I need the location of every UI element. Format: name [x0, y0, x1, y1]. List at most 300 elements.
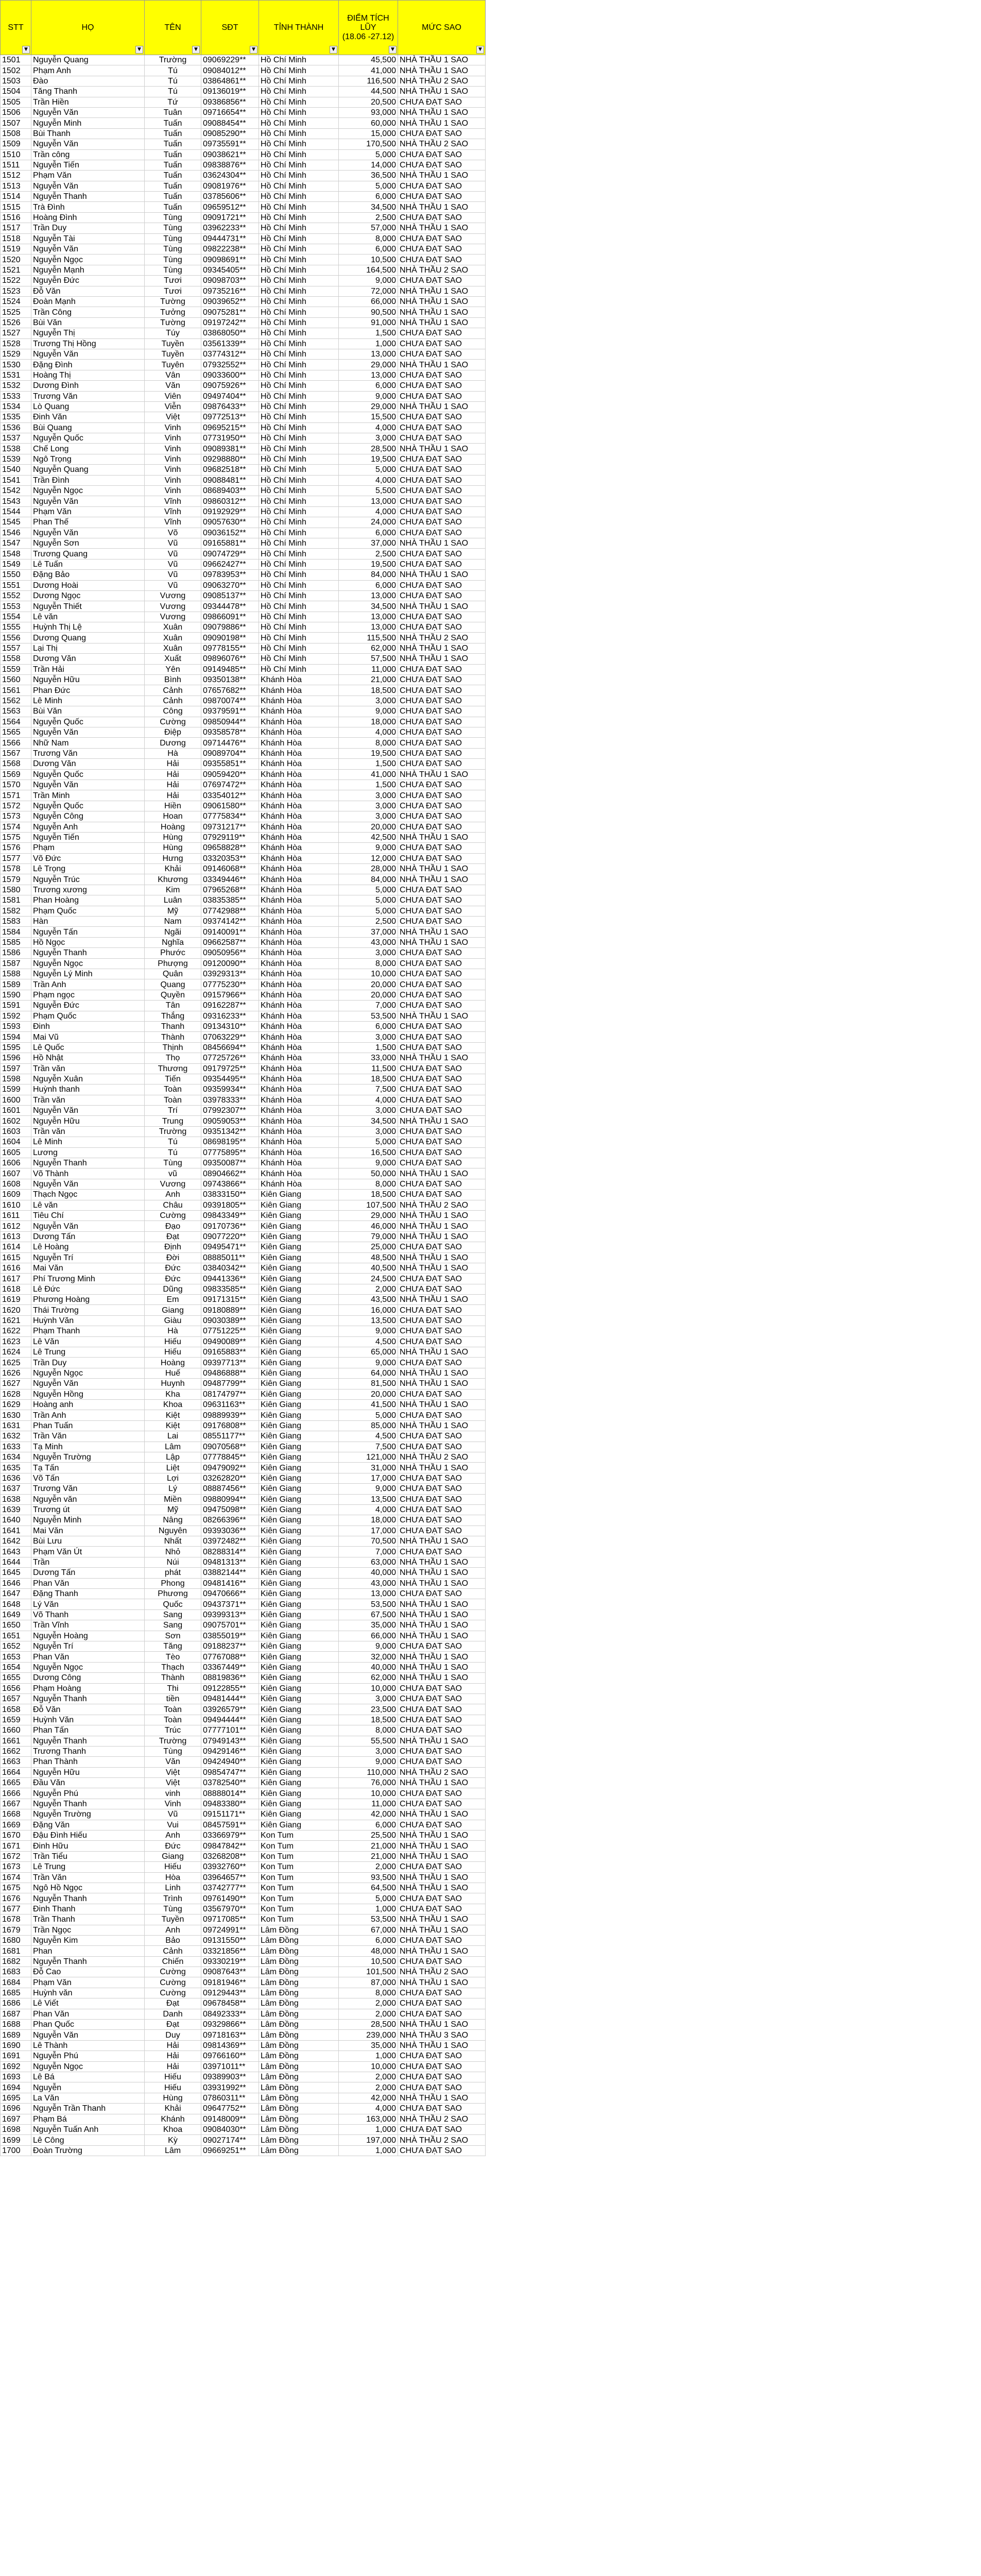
cell-muc-sao[interactable]: CHƯA ĐẠT SAO [398, 1547, 486, 1557]
cell-ten[interactable]: Lâm [145, 2145, 201, 2156]
cell-tinh-thanh[interactable]: Kiên Giang [259, 1295, 339, 1305]
cell-muc-sao[interactable]: CHƯA ĐẠT SAO [398, 149, 486, 160]
cell-ten[interactable]: vinh [145, 1788, 201, 1799]
cell-stt[interactable]: 1611 [1, 1210, 31, 1221]
cell-muc-sao[interactable]: NHÀ THẦU 1 SAO [398, 927, 486, 937]
cell-sdt[interactable]: 09176808** [201, 1420, 259, 1431]
cell-ten[interactable]: Yên [145, 664, 201, 674]
cell-sdt[interactable]: 09038621** [201, 149, 259, 160]
cell-tinh-thanh[interactable]: Hồ Chí Minh [259, 265, 339, 275]
cell-muc-sao[interactable]: CHƯA ĐẠT SAO [398, 1715, 486, 1725]
cell-tinh-thanh[interactable]: Kiên Giang [259, 1641, 339, 1651]
cell-ten[interactable]: Kiệt [145, 1420, 201, 1431]
cell-tinh-thanh[interactable]: Kiên Giang [259, 1746, 339, 1756]
cell-sdt[interactable]: 09355851** [201, 759, 259, 769]
cell-diem[interactable]: 5,000 [339, 181, 398, 191]
cell-sdt[interactable]: 09330219** [201, 1956, 259, 1967]
cell-ten[interactable]: Văn [145, 1757, 201, 1767]
cell-sdt[interactable]: 09120090** [201, 958, 259, 969]
cell-ho[interactable]: Nguyễn Thanh [31, 192, 145, 202]
cell-tinh-thanh[interactable]: Kiên Giang [259, 1200, 339, 1210]
cell-ten[interactable]: Vĩnh [145, 517, 201, 528]
cell-sdt[interactable]: 07731950** [201, 433, 259, 444]
cell-stt[interactable]: 1536 [1, 422, 31, 433]
cell-muc-sao[interactable]: CHƯA ĐẠT SAO [398, 1063, 486, 1074]
cell-ten[interactable]: Thành [145, 1032, 201, 1042]
cell-tinh-thanh[interactable]: Kiên Giang [259, 1578, 339, 1588]
cell-sdt[interactable]: 09157966** [201, 990, 259, 1000]
cell-ten[interactable]: Hùng [145, 843, 201, 853]
cell-diem[interactable]: 20,000 [339, 990, 398, 1000]
cell-muc-sao[interactable]: CHƯA ĐẠT SAO [398, 454, 486, 464]
cell-ho[interactable]: Trương Văn [31, 1484, 145, 1494]
cell-stt[interactable]: 1548 [1, 549, 31, 559]
cell-ten[interactable]: Đạt [145, 1998, 201, 2009]
cell-ho[interactable]: Phạm Hoàng [31, 1683, 145, 1693]
cell-sdt[interactable]: 09063270** [201, 580, 259, 590]
cell-stt[interactable]: 1581 [1, 895, 31, 906]
cell-tinh-thanh[interactable]: Hồ Chí Minh [259, 118, 339, 128]
cell-stt[interactable]: 1580 [1, 885, 31, 895]
cell-stt[interactable]: 1684 [1, 1977, 31, 1988]
cell-sdt[interactable]: 09662587** [201, 937, 259, 947]
cell-ho[interactable]: Nguyễn Kim [31, 1935, 145, 1945]
cell-diem[interactable]: 34,500 [339, 601, 398, 612]
cell-ho[interactable]: Trương Văn [31, 748, 145, 758]
cell-ho[interactable]: Nguyễn Công [31, 811, 145, 822]
cell-tinh-thanh[interactable]: Kiên Giang [259, 1631, 339, 1641]
cell-muc-sao[interactable]: NHÀ THẦU 1 SAO [398, 1568, 486, 1578]
cell-sdt[interactable]: 08888014** [201, 1788, 259, 1799]
cell-ten[interactable]: Hiếu [145, 1336, 201, 1347]
cell-stt[interactable]: 1520 [1, 255, 31, 265]
cell-ten[interactable]: Hiếu [145, 1347, 201, 1358]
cell-ho[interactable]: Nguyễn Quang [31, 465, 145, 475]
cell-ho[interactable]: Nguyễn Hồng [31, 1389, 145, 1399]
cell-muc-sao[interactable]: CHƯA ĐẠT SAO [398, 1158, 486, 1168]
cell-stt[interactable]: 1691 [1, 2051, 31, 2061]
cell-ten[interactable]: Khánh [145, 2114, 201, 2124]
cell-diem[interactable]: 5,000 [339, 895, 398, 906]
cell-tinh-thanh[interactable]: Lâm Đồng [259, 2114, 339, 2124]
cell-tinh-thanh[interactable]: Khánh Hòa [259, 969, 339, 979]
cell-diem[interactable]: 66,000 [339, 296, 398, 307]
cell-ten[interactable]: Cường [145, 1977, 201, 1988]
cell-muc-sao[interactable]: CHƯA ĐẠT SAO [398, 1410, 486, 1420]
cell-ten[interactable]: Bình [145, 675, 201, 685]
cell-ten[interactable]: Xuân [145, 633, 201, 643]
cell-stt[interactable]: 1553 [1, 601, 31, 612]
cell-sdt[interactable]: 09354495** [201, 1074, 259, 1084]
cell-diem[interactable]: 42,500 [339, 832, 398, 842]
cell-diem[interactable]: 29,000 [339, 360, 398, 370]
cell-sdt[interactable]: 03931992** [201, 2082, 259, 2093]
cell-stt[interactable]: 1644 [1, 1557, 31, 1567]
cell-tinh-thanh[interactable]: Hồ Chí Minh [259, 286, 339, 296]
cell-muc-sao[interactable]: NHÀ THẦU 1 SAO [398, 444, 486, 454]
cell-muc-sao[interactable]: CHƯA ĐẠT SAO [398, 422, 486, 433]
cell-muc-sao[interactable]: NHÀ THẦU 1 SAO [398, 1420, 486, 1431]
cell-sdt[interactable]: 09724991** [201, 1925, 259, 1935]
cell-sdt[interactable]: 09098691** [201, 255, 259, 265]
cell-tinh-thanh[interactable]: Kiên Giang [259, 1315, 339, 1326]
cell-diem[interactable]: 23,500 [339, 1704, 398, 1715]
cell-diem[interactable]: 29,000 [339, 1210, 398, 1221]
cell-ten[interactable]: Tuấn [145, 149, 201, 160]
cell-ten[interactable]: Tuấn [145, 160, 201, 170]
cell-diem[interactable]: 3,000 [339, 790, 398, 801]
cell-ho[interactable]: Phạm Quốc [31, 1011, 145, 1021]
cell-sdt[interactable]: 03624304** [201, 171, 259, 181]
cell-stt[interactable]: 1659 [1, 1715, 31, 1725]
cell-muc-sao[interactable]: CHƯA ĐẠT SAO [398, 412, 486, 422]
cell-muc-sao[interactable]: CHƯA ĐẠT SAO [398, 612, 486, 622]
cell-diem[interactable]: 67,500 [339, 1609, 398, 1620]
cell-stt[interactable]: 1626 [1, 1368, 31, 1378]
cell-tinh-thanh[interactable]: Hồ Chí Minh [259, 496, 339, 506]
cell-ho[interactable]: Tiêu Chí [31, 1210, 145, 1221]
cell-ho[interactable]: Nguyễn Văn [31, 139, 145, 149]
cell-ho[interactable]: Đoàn Trường [31, 2145, 145, 2156]
cell-stt[interactable]: 1556 [1, 633, 31, 643]
cell-stt[interactable]: 1593 [1, 1021, 31, 1031]
cell-stt[interactable]: 1681 [1, 1946, 31, 1956]
cell-diem[interactable]: 9,000 [339, 1484, 398, 1494]
cell-stt[interactable]: 1633 [1, 1442, 31, 1452]
cell-tinh-thanh[interactable]: Khánh Hòa [259, 948, 339, 958]
cell-ten[interactable]: Mỹ [145, 906, 201, 916]
cell-diem[interactable]: 11,500 [339, 1063, 398, 1074]
cell-ten[interactable]: Kỳ [145, 2135, 201, 2145]
cell-sdt[interactable]: 09350087** [201, 1158, 259, 1168]
cell-sdt[interactable]: 09669251** [201, 2145, 259, 2156]
cell-ho[interactable]: Trần văn [31, 1063, 145, 1074]
cell-diem[interactable]: 8,000 [339, 233, 398, 244]
cell-sdt[interactable]: 09391805** [201, 1200, 259, 1210]
cell-ten[interactable]: Tươi [145, 276, 201, 286]
cell-stt[interactable]: 1658 [1, 1704, 31, 1715]
cell-diem[interactable]: 43,000 [339, 937, 398, 947]
cell-ten[interactable]: Trung [145, 1116, 201, 1126]
cell-ho[interactable]: Phạm Quốc [31, 906, 145, 916]
cell-stt[interactable]: 1579 [1, 874, 31, 885]
cell-stt[interactable]: 1563 [1, 706, 31, 717]
cell-stt[interactable]: 1682 [1, 1956, 31, 1967]
cell-ten[interactable]: Tưởng [145, 307, 201, 317]
cell-tinh-thanh[interactable]: Kiên Giang [259, 1347, 339, 1358]
cell-ten[interactable]: Giang [145, 1305, 201, 1315]
cell-muc-sao[interactable]: NHÀ THẦU 2 SAO [398, 2114, 486, 2124]
cell-stt[interactable]: 1570 [1, 779, 31, 790]
cell-tinh-thanh[interactable]: Kiên Giang [259, 1809, 339, 1820]
cell-diem[interactable]: 62,000 [339, 643, 398, 653]
cell-ten[interactable]: Tùng [145, 233, 201, 244]
cell-stt[interactable]: 1578 [1, 864, 31, 874]
cell-diem[interactable]: 5,000 [339, 885, 398, 895]
cell-tinh-thanh[interactable]: Hồ Chí Minh [259, 580, 339, 590]
cell-muc-sao[interactable]: NHÀ THẦU 2 SAO [398, 139, 486, 149]
cell-tinh-thanh[interactable]: Khánh Hòa [259, 958, 339, 969]
cell-sdt[interactable]: 03567970** [201, 1904, 259, 1914]
cell-stt[interactable]: 1699 [1, 2135, 31, 2145]
cell-ho[interactable]: Nguyễn Thiết [31, 601, 145, 612]
cell-ho[interactable]: Nguyễn Hữu [31, 675, 145, 685]
cell-tinh-thanh[interactable]: Hồ Chí Minh [259, 391, 339, 401]
cell-sdt[interactable]: 09358578** [201, 727, 259, 738]
cell-ten[interactable]: Tuyên [145, 360, 201, 370]
cell-sdt[interactable]: 07063229** [201, 1032, 259, 1042]
cell-ho[interactable]: Đỗ Cao [31, 1967, 145, 1977]
cell-ho[interactable]: Nguyễn Hữu [31, 1116, 145, 1126]
cell-muc-sao[interactable]: NHÀ THẦU 1 SAO [398, 1778, 486, 1788]
cell-muc-sao[interactable]: CHƯA ĐẠT SAO [398, 1893, 486, 1904]
cell-ho[interactable]: Phương Hoàng [31, 1295, 145, 1305]
cell-diem[interactable]: 34,500 [339, 1116, 398, 1126]
cell-muc-sao[interactable]: CHƯA ĐẠT SAO [398, 717, 486, 727]
cell-tinh-thanh[interactable]: Kiên Giang [259, 1190, 339, 1200]
cell-tinh-thanh[interactable]: Hồ Chí Minh [259, 223, 339, 233]
filter-dropdown-icon[interactable]: ▼ [330, 46, 337, 54]
cell-sdt[interactable]: 09682518** [201, 465, 259, 475]
cell-diem[interactable]: 4,000 [339, 506, 398, 517]
cell-stt[interactable]: 1618 [1, 1284, 31, 1294]
cell-ten[interactable]: Duy [145, 2030, 201, 2040]
cell-ho[interactable]: Nguyễn Văn [31, 181, 145, 191]
cell-ho[interactable]: Phan Thành [31, 1757, 145, 1767]
cell-diem[interactable]: 5,000 [339, 906, 398, 916]
cell-tinh-thanh[interactable]: Khánh Hòa [259, 906, 339, 916]
cell-ho[interactable]: Lê Viết [31, 1998, 145, 2009]
cell-diem[interactable]: 29,000 [339, 401, 398, 412]
cell-tinh-thanh[interactable]: Hồ Chí Minh [259, 454, 339, 464]
cell-tinh-thanh[interactable]: Kiên Giang [259, 1368, 339, 1378]
cell-stt[interactable]: 1527 [1, 328, 31, 338]
cell-muc-sao[interactable]: CHƯA ĐẠT SAO [398, 255, 486, 265]
cell-ho[interactable]: Đặng Đình [31, 360, 145, 370]
cell-ho[interactable]: Trần Thanh [31, 1914, 145, 1925]
cell-ten[interactable]: Vũ [145, 570, 201, 580]
cell-diem[interactable]: 17,000 [339, 1473, 398, 1483]
cell-stt[interactable]: 1609 [1, 1190, 31, 1200]
cell-ho[interactable]: Nguyễn Quang [31, 55, 145, 65]
cell-ho[interactable]: Trần [31, 1557, 145, 1567]
cell-sdt[interactable]: 08819836** [201, 1673, 259, 1683]
cell-ten[interactable]: Vương [145, 612, 201, 622]
cell-ho[interactable]: Phan [31, 1946, 145, 1956]
cell-diem[interactable]: 21,000 [339, 1841, 398, 1851]
filter-dropdown-icon[interactable]: ▼ [476, 46, 484, 54]
cell-ho[interactable]: Trần Văn [31, 1431, 145, 1442]
cell-ten[interactable]: Tùng [145, 244, 201, 255]
cell-muc-sao[interactable]: CHƯA ĐẠT SAO [398, 779, 486, 790]
cell-sdt[interactable]: 03785606** [201, 192, 259, 202]
cell-tinh-thanh[interactable]: Lâm Đồng [259, 1977, 339, 1988]
cell-ho[interactable]: Nguyễn Trúc [31, 874, 145, 885]
cell-stt[interactable]: 1557 [1, 643, 31, 653]
cell-ten[interactable]: Hưng [145, 853, 201, 863]
cell-ten[interactable]: Nguyên [145, 1526, 201, 1536]
cell-ho[interactable]: Mai Văn [31, 1526, 145, 1536]
cell-ho[interactable]: Nguyễn [31, 2082, 145, 2093]
cell-ten[interactable]: Khải [145, 2104, 201, 2114]
cell-diem[interactable]: 4,000 [339, 475, 398, 485]
cell-ten[interactable]: Viễn [145, 401, 201, 412]
cell-tinh-thanh[interactable]: Kiên Giang [259, 1231, 339, 1242]
cell-muc-sao[interactable]: CHƯA ĐẠT SAO [398, 475, 486, 485]
cell-ho[interactable]: Bùi Thanh [31, 128, 145, 139]
cell-ten[interactable]: Hoàng [145, 822, 201, 832]
cell-sdt[interactable]: 03835385** [201, 895, 259, 906]
cell-stt[interactable]: 1592 [1, 1011, 31, 1021]
cell-diem[interactable]: 19,500 [339, 559, 398, 569]
cell-diem[interactable]: 4,000 [339, 2104, 398, 2114]
cell-muc-sao[interactable]: NHÀ THẦU 1 SAO [398, 1053, 486, 1063]
cell-sdt[interactable]: 09833585** [201, 1284, 259, 1294]
cell-ten[interactable]: Kiệt [145, 1410, 201, 1420]
cell-tinh-thanh[interactable]: Khánh Hòa [259, 1011, 339, 1021]
cell-sdt[interactable]: 09075281** [201, 307, 259, 317]
cell-muc-sao[interactable]: NHÀ THẦU 1 SAO [398, 1662, 486, 1672]
cell-tinh-thanh[interactable]: Kiên Giang [259, 1620, 339, 1631]
cell-tinh-thanh[interactable]: Kiên Giang [259, 1242, 339, 1252]
cell-sdt[interactable]: 09069229** [201, 55, 259, 65]
cell-ten[interactable]: Tuyền [145, 1914, 201, 1925]
cell-ten[interactable]: Khoa [145, 2124, 201, 2134]
cell-sdt[interactable]: 09350138** [201, 675, 259, 685]
cell-tinh-thanh[interactable]: Lâm Đồng [259, 1967, 339, 1977]
cell-ten[interactable]: Vương [145, 1179, 201, 1189]
cell-tinh-thanh[interactable]: Hồ Chí Minh [259, 517, 339, 528]
cell-ten[interactable]: Đời [145, 1252, 201, 1263]
cell-stt[interactable]: 1562 [1, 696, 31, 706]
cell-muc-sao[interactable]: CHƯA ĐẠT SAO [398, 748, 486, 758]
cell-ho[interactable]: Đặng Bảo [31, 570, 145, 580]
cell-diem[interactable]: 3,000 [339, 1746, 398, 1756]
cell-stt[interactable]: 1509 [1, 139, 31, 149]
cell-diem[interactable]: 17,000 [339, 1526, 398, 1536]
cell-muc-sao[interactable]: CHƯA ĐẠT SAO [398, 486, 486, 496]
cell-sdt[interactable]: 09351342** [201, 1126, 259, 1137]
cell-ten[interactable]: Tuấn [145, 139, 201, 149]
cell-stt[interactable]: 1584 [1, 927, 31, 937]
cell-sdt[interactable]: 03864861** [201, 76, 259, 86]
cell-sdt[interactable]: 09298880** [201, 454, 259, 464]
cell-tinh-thanh[interactable]: Kiên Giang [259, 1504, 339, 1515]
cell-tinh-thanh[interactable]: Kiên Giang [259, 1389, 339, 1399]
cell-tinh-thanh[interactable]: Khánh Hòa [259, 706, 339, 717]
cell-stt[interactable]: 1621 [1, 1315, 31, 1326]
cell-muc-sao[interactable]: CHƯA ĐẠT SAO [398, 328, 486, 338]
cell-diem[interactable]: 55,500 [339, 1736, 398, 1746]
cell-diem[interactable]: 41,500 [339, 1400, 398, 1410]
cell-stt[interactable]: 1543 [1, 496, 31, 506]
cell-tinh-thanh[interactable]: Khánh Hòa [259, 853, 339, 863]
cell-sdt[interactable]: 08885011** [201, 1252, 259, 1263]
cell-muc-sao[interactable]: CHƯA ĐẠT SAO [398, 370, 486, 380]
cell-sdt[interactable]: 09850944** [201, 717, 259, 727]
cell-sdt[interactable]: 09027174** [201, 2135, 259, 2145]
cell-muc-sao[interactable]: CHƯA ĐẠT SAO [398, 843, 486, 853]
cell-stt[interactable]: 1547 [1, 538, 31, 548]
cell-sdt[interactable]: 08492333** [201, 2009, 259, 2019]
cell-ten[interactable]: Tuân [145, 107, 201, 117]
cell-diem[interactable]: 6,000 [339, 244, 398, 255]
cell-sdt[interactable]: 09896076** [201, 654, 259, 664]
cell-stt[interactable]: 1637 [1, 1484, 31, 1494]
cell-muc-sao[interactable]: CHƯA ĐẠT SAO [398, 885, 486, 895]
cell-muc-sao[interactable]: CHƯA ĐẠT SAO [398, 1442, 486, 1452]
cell-diem[interactable]: 9,000 [339, 391, 398, 401]
cell-ten[interactable]: Hải [145, 2040, 201, 2050]
cell-tinh-thanh[interactable]: Hồ Chí Minh [259, 338, 339, 349]
cell-muc-sao[interactable]: NHÀ THẦU 1 SAO [398, 65, 486, 76]
cell-tinh-thanh[interactable]: Lâm Đồng [259, 1935, 339, 1945]
cell-ho[interactable]: Nguyễn Tấn [31, 927, 145, 937]
cell-ten[interactable]: Hiếu [145, 1862, 201, 1872]
cell-ho[interactable]: Võ Tấn [31, 1473, 145, 1483]
cell-ho[interactable]: Huỳnh Thị Lệ [31, 622, 145, 633]
cell-tinh-thanh[interactable]: Lâm Đồng [259, 2093, 339, 2103]
cell-muc-sao[interactable]: CHƯA ĐẠT SAO [398, 391, 486, 401]
cell-ten[interactable]: Hiếu [145, 2072, 201, 2082]
cell-ho[interactable]: Nguyễn Ngọc [31, 2061, 145, 2072]
cell-stt[interactable]: 1568 [1, 759, 31, 769]
cell-ten[interactable]: Sang [145, 1609, 201, 1620]
cell-tinh-thanh[interactable]: Kiên Giang [259, 1652, 339, 1662]
cell-diem[interactable]: 4,000 [339, 422, 398, 433]
cell-muc-sao[interactable]: CHƯA ĐẠT SAO [398, 759, 486, 769]
cell-tinh-thanh[interactable]: Hồ Chí Minh [259, 160, 339, 170]
cell-muc-sao[interactable]: NHÀ THẦU 1 SAO [398, 55, 486, 65]
cell-ten[interactable]: Đạo [145, 1221, 201, 1231]
cell-ten[interactable]: Hoàng [145, 1358, 201, 1368]
cell-ho[interactable]: Đỗ Văn [31, 286, 145, 296]
cell-ho[interactable]: Nguyễn Anh [31, 822, 145, 832]
cell-diem[interactable]: 2,000 [339, 1284, 398, 1294]
filter-dropdown-icon[interactable]: ▼ [135, 46, 143, 54]
cell-ten[interactable]: Điệp [145, 727, 201, 738]
cell-ten[interactable]: Thanh [145, 1021, 201, 1031]
cell-ten[interactable]: Vinh [145, 486, 201, 496]
cell-stt[interactable]: 1661 [1, 1736, 31, 1746]
cell-muc-sao[interactable]: CHƯA ĐẠT SAO [398, 1693, 486, 1704]
cell-diem[interactable]: 5,000 [339, 149, 398, 160]
cell-tinh-thanh[interactable]: Lâm Đồng [259, 2072, 339, 2082]
cell-ten[interactable]: Hiền [145, 801, 201, 811]
cell-tinh-thanh[interactable]: Khánh Hòa [259, 717, 339, 727]
cell-muc-sao[interactable]: CHƯA ĐẠT SAO [398, 465, 486, 475]
cell-muc-sao[interactable]: CHƯA ĐẠT SAO [398, 1473, 486, 1483]
cell-ho[interactable]: Đinh Hữu [31, 1841, 145, 1851]
cell-diem[interactable]: 24,500 [339, 1274, 398, 1284]
cell-stt[interactable]: 1654 [1, 1662, 31, 1672]
cell-sdt[interactable]: 09059420** [201, 769, 259, 779]
cell-diem[interactable]: 9,000 [339, 706, 398, 717]
cell-diem[interactable]: 48,000 [339, 1946, 398, 1956]
cell-ten[interactable]: Chiến [145, 1956, 201, 1967]
cell-diem[interactable]: 18,000 [339, 717, 398, 727]
cell-ten[interactable]: Hà [145, 748, 201, 758]
cell-muc-sao[interactable]: CHƯA ĐẠT SAO [398, 580, 486, 590]
cell-muc-sao[interactable]: CHƯA ĐẠT SAO [398, 128, 486, 139]
cell-ten[interactable]: Hải [145, 759, 201, 769]
cell-stt[interactable]: 1569 [1, 769, 31, 779]
cell-tinh-thanh[interactable]: Khánh Hòa [259, 675, 339, 685]
cell-tinh-thanh[interactable]: Lâm Đồng [259, 2145, 339, 2156]
cell-diem[interactable]: 6,000 [339, 1820, 398, 1830]
cell-ho[interactable]: Trần văn [31, 1095, 145, 1105]
cell-sdt[interactable]: 09822238** [201, 244, 259, 255]
